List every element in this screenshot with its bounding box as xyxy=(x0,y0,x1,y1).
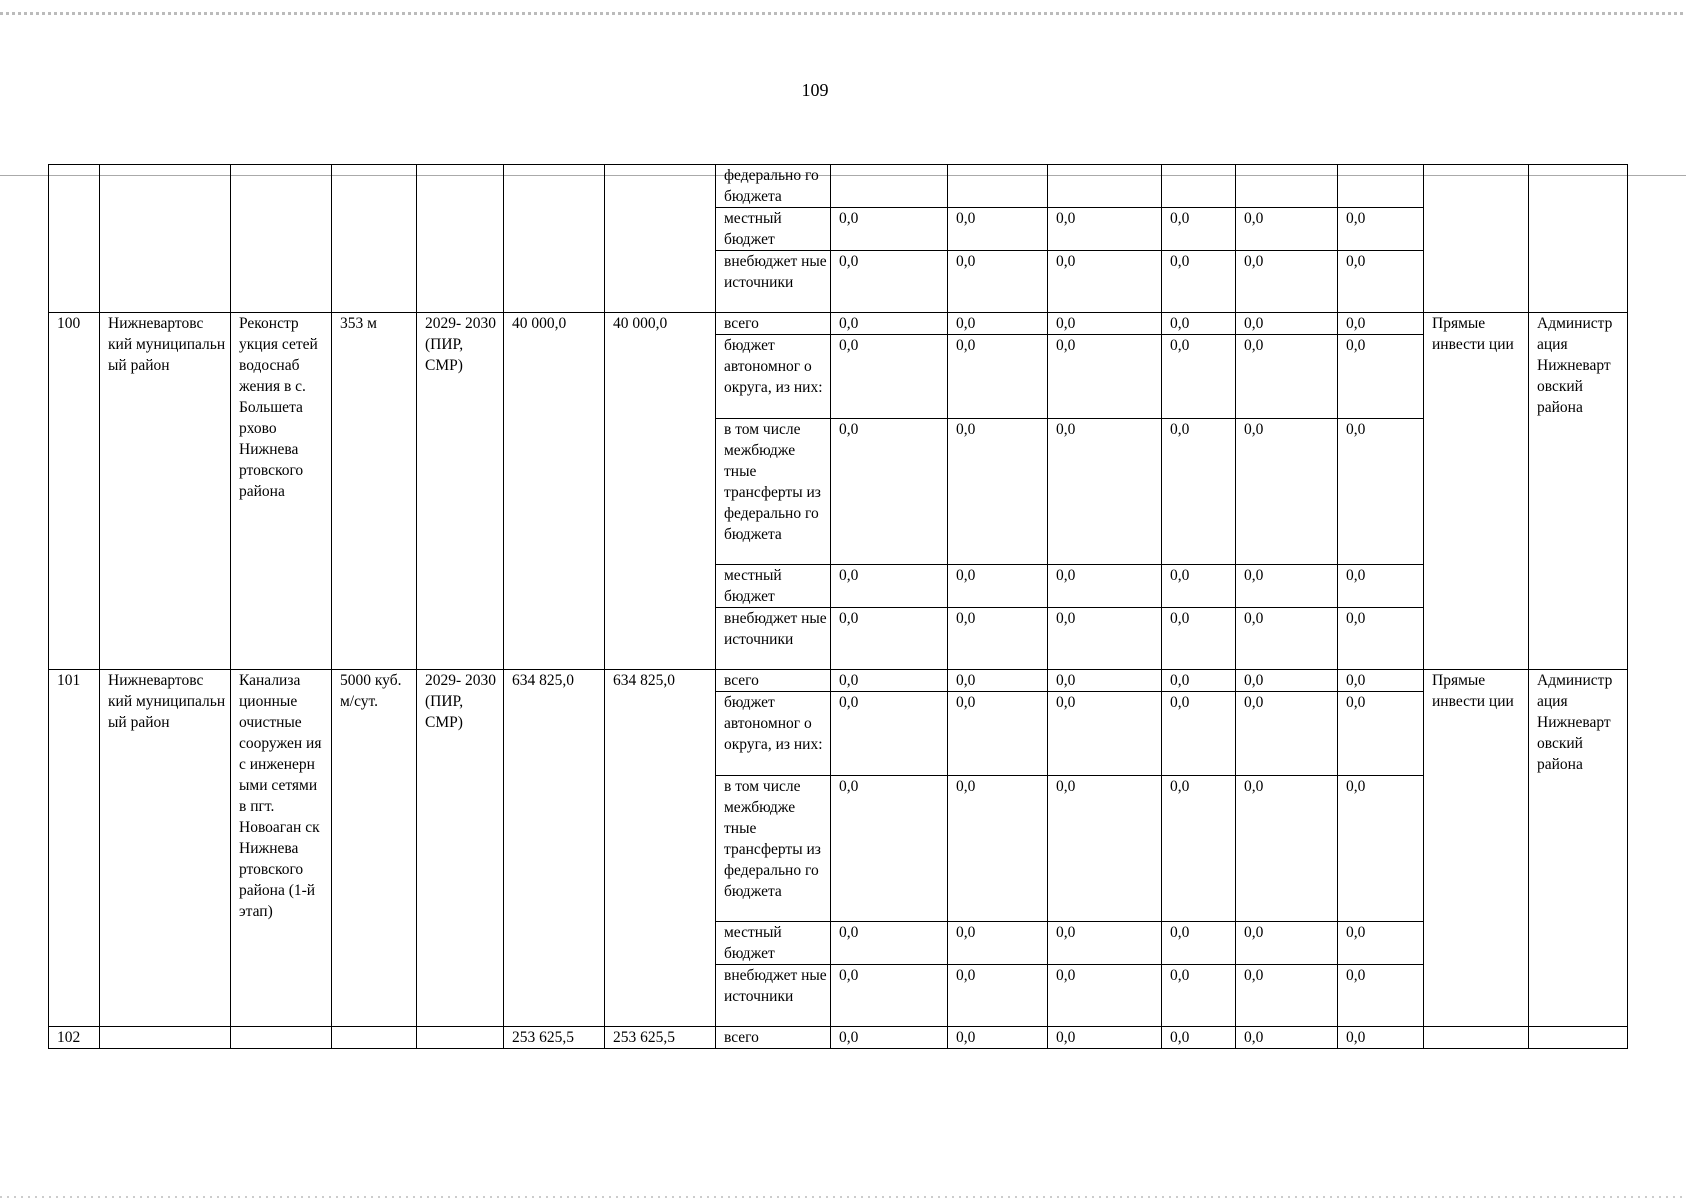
cell-year-value: 0,0 xyxy=(1236,335,1338,419)
cell-period xyxy=(417,165,504,313)
cell-year-value: 0,0 xyxy=(831,335,948,419)
cell-year-value: 0,0 xyxy=(948,313,1048,335)
cell-year-value: 0,0 xyxy=(948,608,1048,670)
cell-year-value: 0,0 xyxy=(831,565,948,608)
cell-year-value: 0,0 xyxy=(948,335,1048,419)
cell-finance-source: местный бюджет xyxy=(716,565,831,608)
cell-capacity: 5000 куб. м/сут. xyxy=(332,670,417,1027)
cell-year-value: 0,0 xyxy=(1338,922,1424,965)
cell-year-value: 0,0 xyxy=(831,670,948,692)
cell-year-value: 0,0 xyxy=(1162,670,1236,692)
cell-year-value: 0,0 xyxy=(1162,776,1236,922)
cell-year-value: 0,0 xyxy=(1236,251,1338,313)
cell-year-value: 0,0 xyxy=(1236,608,1338,670)
cell-object-name: Канализа ционные очистные сооружен ия с инженерн ыми сетями в пгт. Новоаган ск Нижнева ртовского района (1-й этап) xyxy=(231,670,332,1027)
cell-year-value xyxy=(1162,165,1236,208)
table-body xyxy=(49,165,1628,1049)
cell-cost-total: 40 000,0 xyxy=(504,313,605,670)
cell-year-value: 0,0 xyxy=(1048,670,1162,692)
cell-year-value: 0,0 xyxy=(1162,313,1236,335)
cell-year-value xyxy=(948,165,1048,208)
cell-year-value: 0,0 xyxy=(1048,776,1162,922)
cell-row-number: 100 xyxy=(49,313,100,670)
cell-year-value: 0,0 xyxy=(1338,208,1424,251)
table-row xyxy=(49,313,1628,335)
cell-mechanism xyxy=(1424,165,1529,313)
cell-object-name xyxy=(231,165,332,313)
cell-year-value: 0,0 xyxy=(831,692,948,776)
cell-finance-source: в том числе межбюдже тные трансферты из федерально го бюджета xyxy=(716,776,831,922)
cell-municipality xyxy=(100,1027,231,1049)
cell-year-value: 0,0 xyxy=(831,965,948,1027)
cell-capacity xyxy=(332,1027,417,1049)
cell-year-value: 0,0 xyxy=(948,251,1048,313)
cell-year-value: 0,0 xyxy=(1048,965,1162,1027)
cell-year-value: 0,0 xyxy=(1338,965,1424,1027)
page-number: 109 xyxy=(801,80,829,100)
cell-year-value: 0,0 xyxy=(1236,208,1338,251)
cell-mechanism: Прямые инвести ции xyxy=(1424,313,1529,670)
cell-year-value: 0,0 xyxy=(1162,965,1236,1027)
cell-year-value: 0,0 xyxy=(1338,419,1424,565)
cell-finance-source: всего xyxy=(716,313,831,335)
cell-finance-source: всего xyxy=(716,1027,831,1049)
cell-year-value: 0,0 xyxy=(831,208,948,251)
cell-finance-source: внебюджет ные источники xyxy=(716,608,831,670)
scan-edge-top xyxy=(0,12,1686,15)
cell-year-value: 0,0 xyxy=(1162,922,1236,965)
cell-year-value: 0,0 xyxy=(948,208,1048,251)
cell-year-value: 0,0 xyxy=(1236,670,1338,692)
cell-finance-source: федерально го бюджета xyxy=(716,165,831,208)
cell-year-value: 0,0 xyxy=(1048,608,1162,670)
cell-period: 2029- 2030 (ПИР, СМР) xyxy=(417,313,504,670)
cell-year-value: 0,0 xyxy=(1338,608,1424,670)
cell-year-value: 0,0 xyxy=(831,313,948,335)
cell-year-value: 0,0 xyxy=(948,670,1048,692)
cell-finance-source: внебюджет ные источники xyxy=(716,965,831,1027)
cell-capacity xyxy=(332,165,417,313)
cell-responsible xyxy=(1529,1027,1628,1049)
cell-finance-source: местный бюджет xyxy=(716,208,831,251)
cell-year-value xyxy=(831,165,948,208)
cell-year-value: 0,0 xyxy=(1048,208,1162,251)
cell-municipality xyxy=(100,165,231,313)
cell-year-value: 0,0 xyxy=(1048,565,1162,608)
cell-row-number: 102 xyxy=(49,1027,100,1049)
cell-year-value: 0,0 xyxy=(1162,1027,1236,1049)
cell-year-value: 0,0 xyxy=(1236,1027,1338,1049)
cell-year-value: 0,0 xyxy=(1236,965,1338,1027)
cell-year-value: 0,0 xyxy=(1048,313,1162,335)
cell-year-value: 0,0 xyxy=(1162,692,1236,776)
cell-responsible: Администр ация Нижневарт овский района xyxy=(1529,313,1628,670)
cell-year-value: 0,0 xyxy=(1236,419,1338,565)
cell-period xyxy=(417,1027,504,1049)
cell-year-value: 0,0 xyxy=(1338,1027,1424,1049)
cell-object-name xyxy=(231,1027,332,1049)
cell-year-value: 0,0 xyxy=(948,922,1048,965)
table-row xyxy=(49,165,1628,208)
table-row xyxy=(49,670,1628,692)
cell-year-value: 0,0 xyxy=(1162,335,1236,419)
cell-year-value: 0,0 xyxy=(1048,335,1162,419)
cell-cost-total xyxy=(504,165,605,313)
cell-finance-source: внебюджет ные источники xyxy=(716,251,831,313)
cell-municipality: Нижневартовс кий муниципальн ый район xyxy=(100,313,231,670)
cell-cost-total: 634 825,0 xyxy=(504,670,605,1027)
cell-year-value xyxy=(1048,165,1162,208)
cell-year-value: 0,0 xyxy=(1162,208,1236,251)
cell-row-number: 101 xyxy=(49,670,100,1027)
cell-mechanism xyxy=(1424,1027,1529,1049)
cell-year-value: 0,0 xyxy=(948,965,1048,1027)
cell-year-value: 0,0 xyxy=(831,419,948,565)
cell-cost-remaining xyxy=(605,165,716,313)
cell-year-value: 0,0 xyxy=(948,692,1048,776)
cell-year-value: 0,0 xyxy=(1162,608,1236,670)
investment-table xyxy=(48,164,1628,1049)
cell-mechanism: Прямые инвести ции xyxy=(1424,670,1529,1027)
cell-year-value: 0,0 xyxy=(1338,776,1424,922)
cell-finance-source: местный бюджет xyxy=(716,922,831,965)
cell-year-value: 0,0 xyxy=(831,922,948,965)
cell-finance-source: бюджет автономног о округа, из них: xyxy=(716,692,831,776)
cell-year-value: 0,0 xyxy=(831,776,948,922)
cell-capacity: 353 м xyxy=(332,313,417,670)
cell-period: 2029- 2030 (ПИР, СМР) xyxy=(417,670,504,1027)
cell-year-value: 0,0 xyxy=(831,1027,948,1049)
cell-year-value: 0,0 xyxy=(1048,1027,1162,1049)
cell-year-value: 0,0 xyxy=(1338,692,1424,776)
cell-year-value: 0,0 xyxy=(948,565,1048,608)
cell-year-value: 0,0 xyxy=(1236,692,1338,776)
cell-responsible xyxy=(1529,165,1628,313)
cell-responsible: Администр ация Нижневарт овский района xyxy=(1529,670,1628,1027)
cell-year-value xyxy=(1338,165,1424,208)
cell-year-value: 0,0 xyxy=(1048,692,1162,776)
cell-year-value: 0,0 xyxy=(1236,565,1338,608)
cell-year-value: 0,0 xyxy=(1162,419,1236,565)
cell-row-number xyxy=(49,165,100,313)
cell-finance-source: в том числе межбюдже тные трансферты из федерально го бюджета xyxy=(716,419,831,565)
cell-cost-remaining: 634 825,0 xyxy=(605,670,716,1027)
cell-year-value: 0,0 xyxy=(1048,922,1162,965)
cell-year-value: 0,0 xyxy=(1338,251,1424,313)
cell-year-value: 0,0 xyxy=(831,251,948,313)
cell-object-name: Реконстр укция сетей водоснаб жения в с. Большета рхово Нижнева ртовского района xyxy=(231,313,332,670)
table-row xyxy=(49,1027,1628,1049)
cell-cost-remaining: 253 625,5 xyxy=(605,1027,716,1049)
cell-year-value: 0,0 xyxy=(1338,670,1424,692)
cell-year-value: 0,0 xyxy=(1338,313,1424,335)
cell-municipality: Нижневартовс кий муниципальн ый район xyxy=(100,670,231,1027)
cell-finance-source: бюджет автономног о округа, из них: xyxy=(716,335,831,419)
cell-year-value: 0,0 xyxy=(1048,419,1162,565)
cell-year-value: 0,0 xyxy=(1162,251,1236,313)
cell-cost-remaining: 40 000,0 xyxy=(605,313,716,670)
cell-year-value: 0,0 xyxy=(948,1027,1048,1049)
cell-year-value: 0,0 xyxy=(1236,776,1338,922)
cell-year-value: 0,0 xyxy=(1338,565,1424,608)
cell-year-value: 0,0 xyxy=(1236,313,1338,335)
cell-year-value: 0,0 xyxy=(1162,565,1236,608)
cell-finance-source: всего xyxy=(716,670,831,692)
cell-year-value xyxy=(1236,165,1338,208)
cell-cost-total: 253 625,5 xyxy=(504,1027,605,1049)
cell-year-value: 0,0 xyxy=(1048,251,1162,313)
cell-year-value: 0,0 xyxy=(948,776,1048,922)
cell-year-value: 0,0 xyxy=(1236,922,1338,965)
cell-year-value: 0,0 xyxy=(948,419,1048,565)
scan-edge-bottom xyxy=(0,1196,1686,1198)
cell-year-value: 0,0 xyxy=(1338,335,1424,419)
cell-year-value: 0,0 xyxy=(831,608,948,670)
